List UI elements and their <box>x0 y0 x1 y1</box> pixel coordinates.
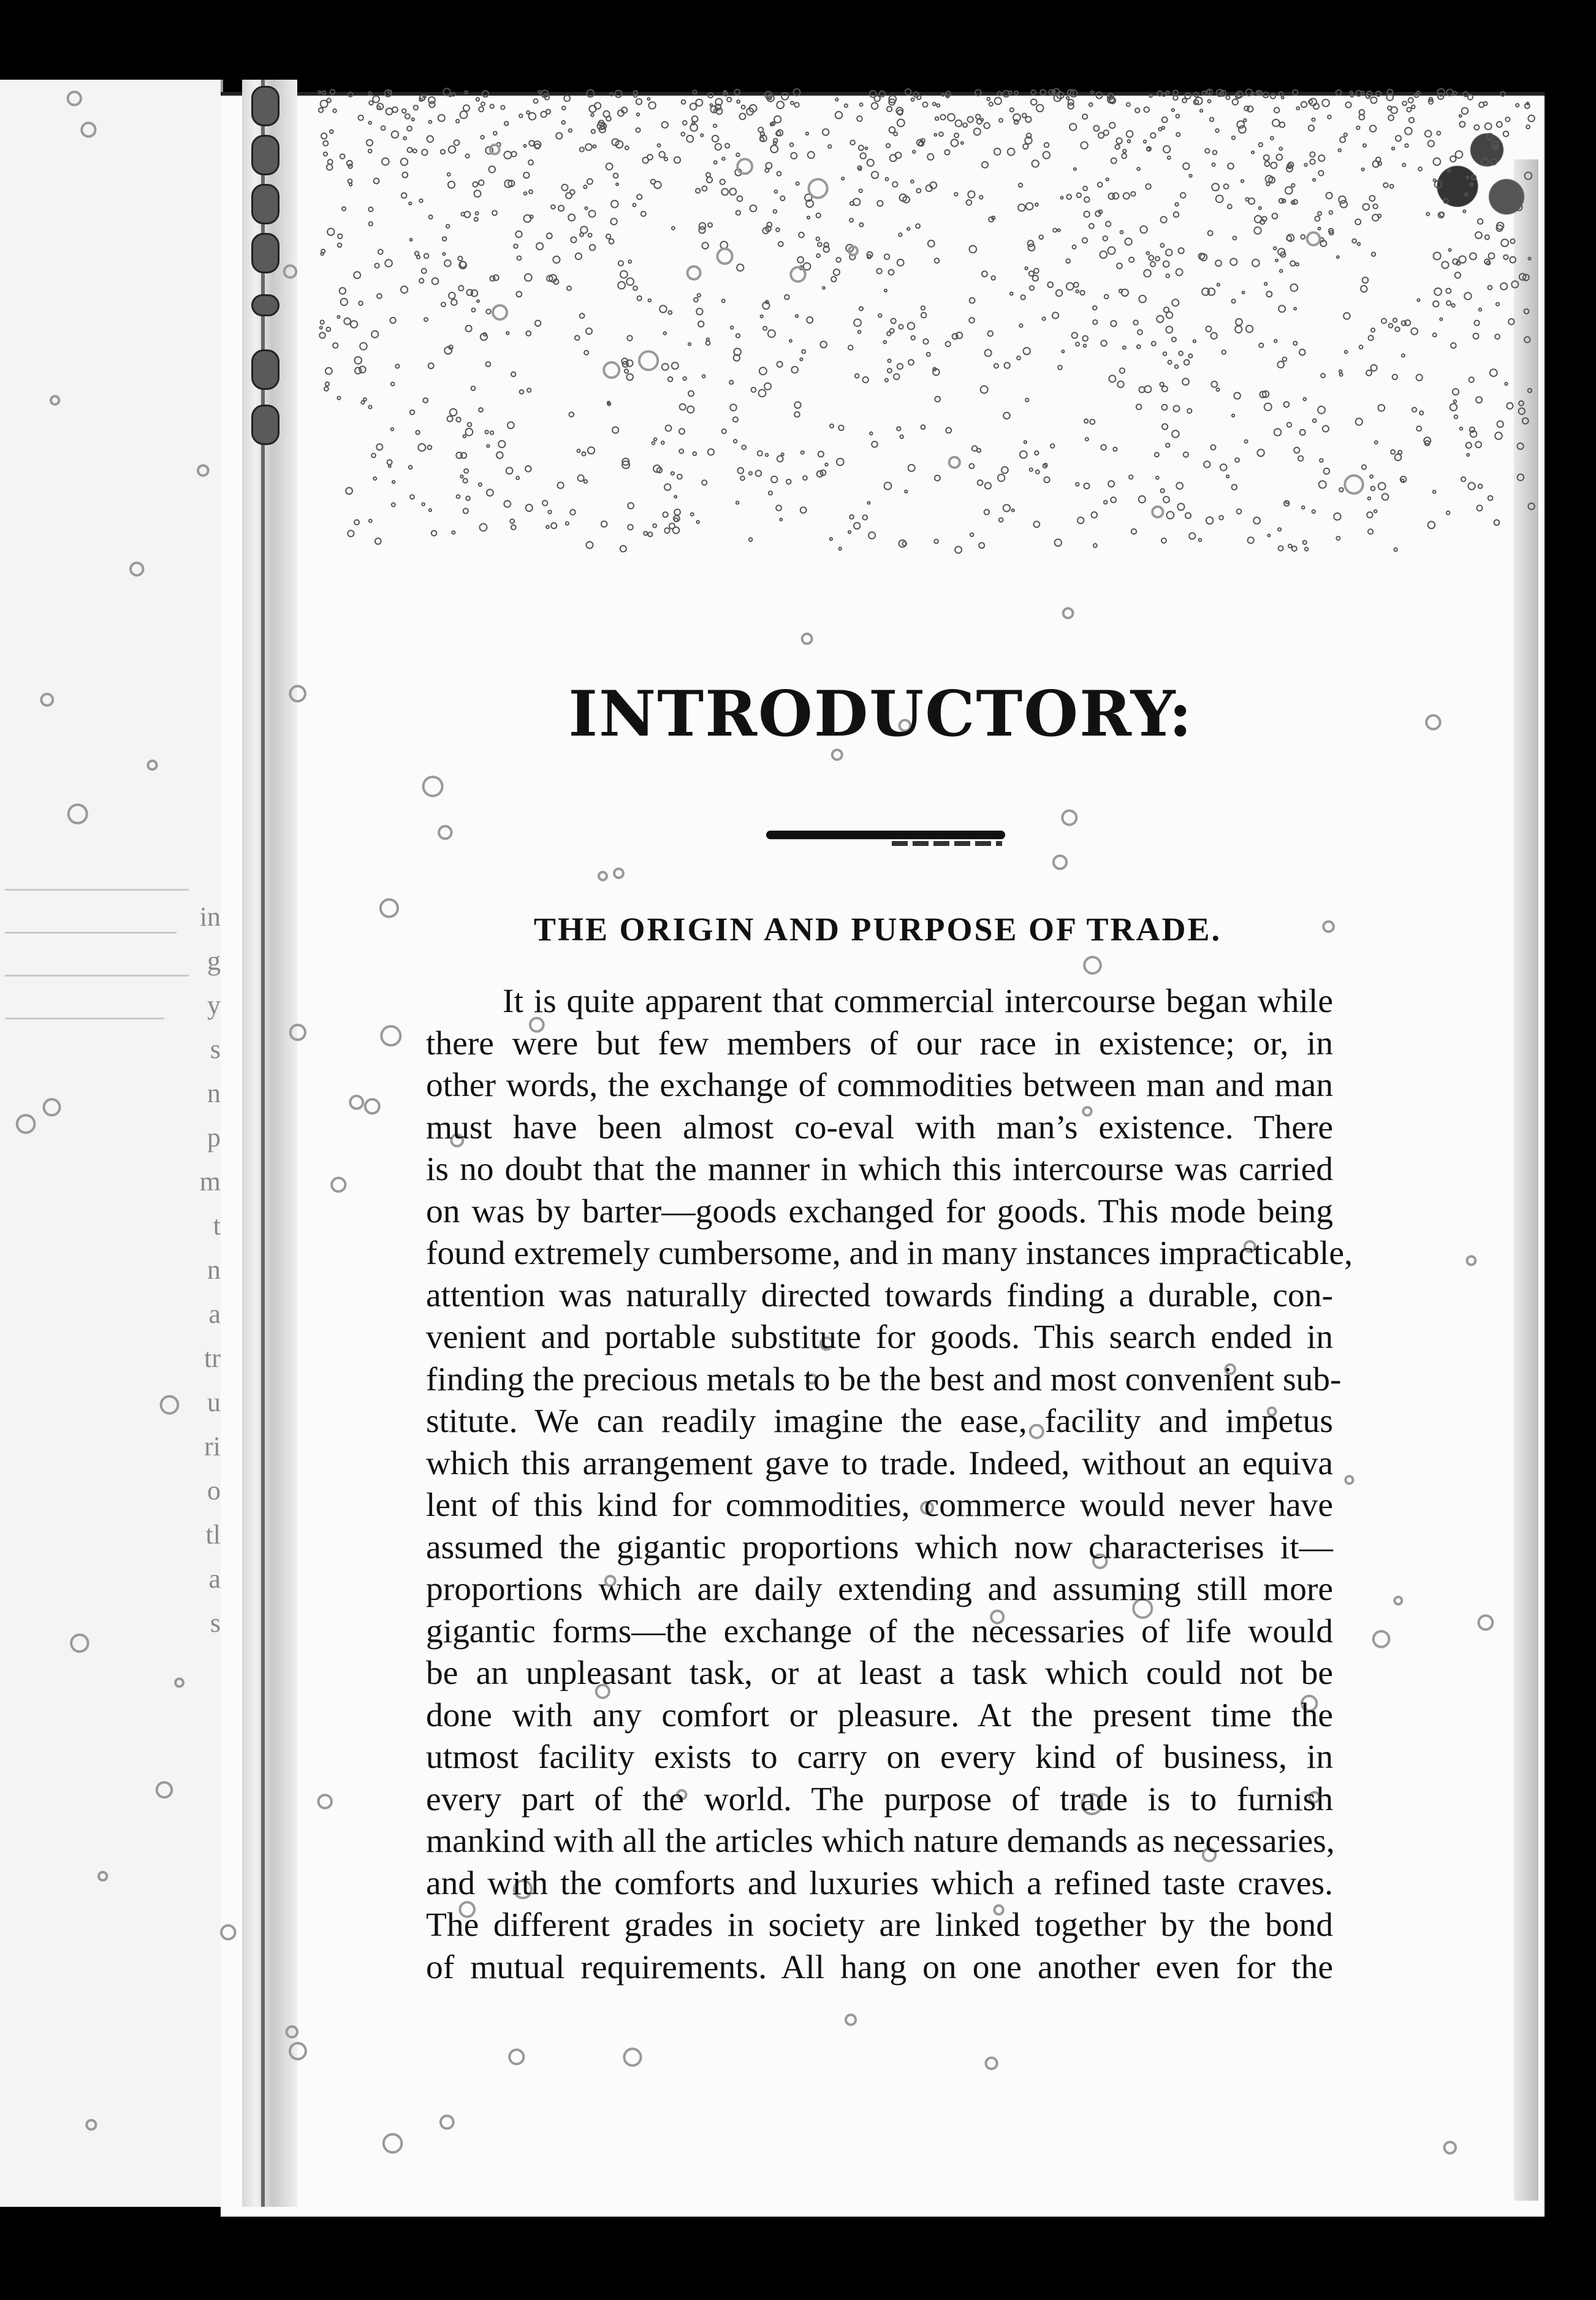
binding-bead <box>251 86 279 126</box>
body-line: done with any comfort or pleasure. At the present time the <box>426 1696 1333 1734</box>
ornamental-rule <box>766 831 1005 839</box>
page-title <box>0 677 1596 757</box>
body-line: every part of the world. The purpose of trade is to furnish <box>426 1780 1333 1818</box>
left-fragment: tr <box>204 1343 221 1373</box>
body-line: other words, the exchange of commodities between man and man <box>426 1067 1333 1104</box>
left-fragment: m <box>199 1167 221 1197</box>
left-fragment: t <box>213 1211 221 1241</box>
binding-bead <box>251 349 279 390</box>
body-line: is no doubt that the manner in which this intercourse was carried <box>426 1151 1333 1188</box>
left-fragment: in <box>199 902 221 932</box>
binding-bead <box>251 233 279 273</box>
body-line: be an unpleasant task, or at least a task which could not be <box>426 1655 1333 1692</box>
body-line: found extremely cumbersome, and in many instances impracticable, <box>426 1235 1353 1272</box>
section-subtitle-text: THE ORIGIN AND PURPOSE OF TRADE. <box>533 911 1222 948</box>
body-line: venient and portable substitute for goods. This search ended in <box>426 1319 1333 1356</box>
body-line: The different grades in society are linked together by the bond <box>426 1906 1333 1944</box>
body-line: gigantic forms—the exchange of the necessaries of life would <box>426 1612 1333 1650</box>
binding-thread <box>251 86 276 466</box>
body-line: finding the precious metals to be the best and most convenient sub- <box>426 1360 1342 1398</box>
corner-ink-blot <box>1428 113 1526 218</box>
body-line: of mutual requirements. All hang on one another even for the <box>426 1948 1333 1986</box>
left-fragment: s <box>210 1608 221 1638</box>
left-fragment: n <box>207 1255 221 1285</box>
body-line: there were but few members of our race in existence; or, in <box>426 1024 1333 1062</box>
binding-bead <box>251 294 279 316</box>
binding-bead <box>251 405 279 445</box>
body-line: must have been almost co-eval with man’s existence. There <box>426 1108 1333 1146</box>
page-right-edge <box>1514 159 1538 2201</box>
body-line: It is quite apparent that commercial intercourse began while <box>503 983 1333 1020</box>
ghost-text-line <box>5 975 189 977</box>
body-line: mankind with all the articles which nature demands as necessaries, <box>426 1822 1335 1860</box>
body-line: utmost facility exists to carry on every kind of business, in <box>426 1738 1333 1776</box>
ornamental-rule-tail <box>892 841 1002 846</box>
body-line: on was by barter—goods exchanged for goods. This mode being <box>426 1192 1333 1230</box>
body-line: assumed the gigantic proportions which now characterises it— <box>426 1528 1333 1566</box>
body-line: attention was naturally directed towards finding a durable, con- <box>426 1276 1333 1314</box>
left-fragment: s <box>210 1034 221 1064</box>
body-line: proportions which are daily extending and assuming still more <box>426 1571 1333 1608</box>
left-fragment: ri <box>204 1431 221 1461</box>
body-line: and with the comforts and luxuries which a refined taste craves. <box>426 1864 1333 1902</box>
body-paragraph <box>426 981 1353 1989</box>
left-fragment: p <box>207 1122 221 1152</box>
left-fragment: a <box>208 1299 221 1329</box>
left-fragment: tl <box>205 1520 221 1550</box>
left-fragment: a <box>208 1564 221 1594</box>
previous-page-edge <box>0 80 223 2207</box>
page-title-text: INTRODUCTORY: <box>568 677 1193 751</box>
body-line: lent of this kind for commodities, commerce would never have <box>426 1487 1333 1524</box>
body-line: which this arrangement gave to trade. Indeed, without an equiva <box>426 1444 1333 1482</box>
left-fragment: g <box>207 946 221 976</box>
left-fragment: o <box>207 1476 221 1506</box>
section-subtitle <box>0 910 1596 948</box>
ghost-text-line <box>5 889 189 891</box>
left-fragment: n <box>207 1078 221 1108</box>
left-fragment: u <box>207 1387 221 1417</box>
binding-bead <box>251 135 279 175</box>
left-page-text-fragments <box>184 895 221 1645</box>
body-line: stitute. We can readily imagine the ease, facility and impetus <box>426 1403 1333 1440</box>
ghost-text-line <box>5 1018 164 1019</box>
left-fragment: y <box>207 990 221 1020</box>
binding-bead <box>251 184 279 224</box>
